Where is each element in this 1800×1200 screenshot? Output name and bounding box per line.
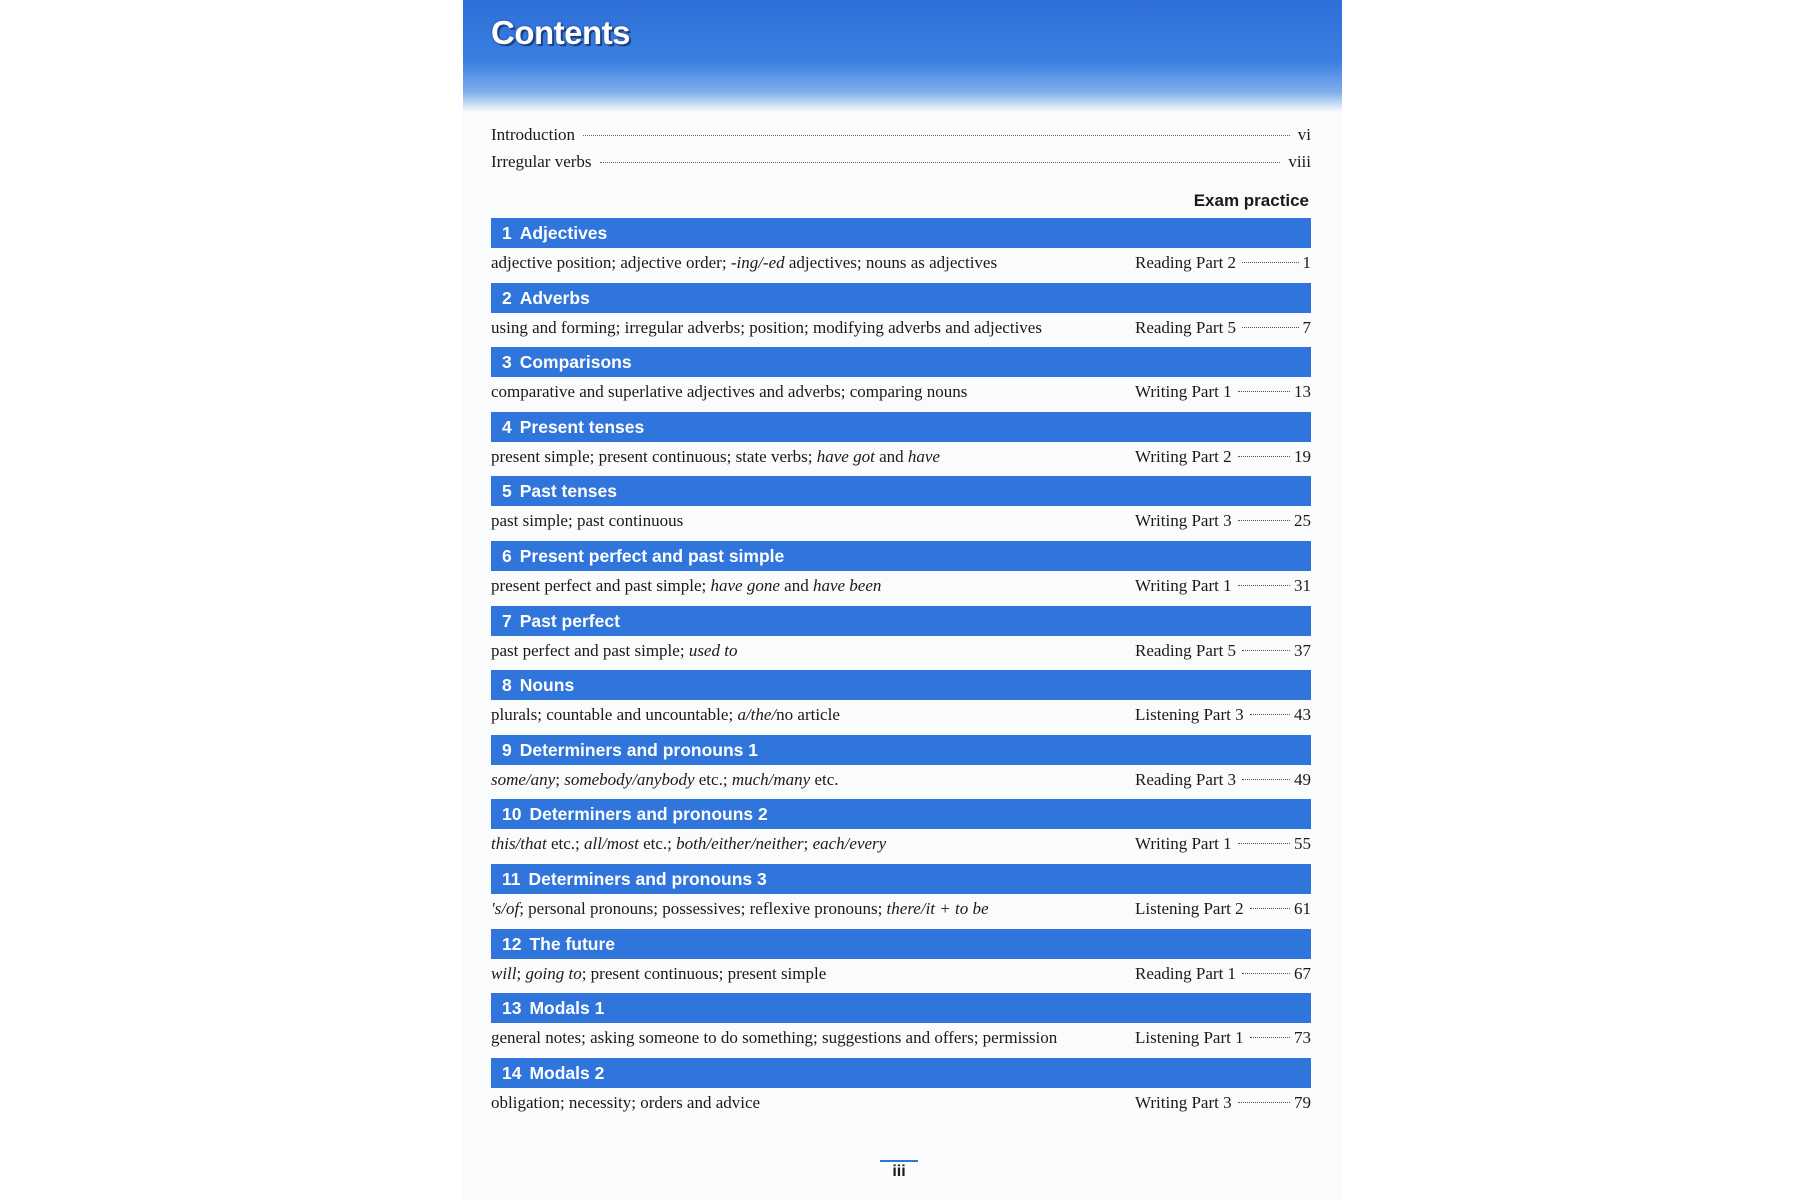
topic-text: no article	[776, 705, 840, 725]
topic-text: some/any	[491, 769, 556, 789]
unit-heading-bar	[491, 476, 1311, 506]
unit-page-number: 55	[1294, 834, 1311, 854]
topic-text: ; personal pronouns; possessives; reflexive pronouns;	[519, 898, 887, 918]
unit-title: Adjectives	[519, 223, 608, 243]
topic-text: and	[874, 446, 908, 466]
topic-text: a/the/	[737, 705, 777, 725]
unit-entry	[491, 1058, 1311, 1123]
unit-entry	[491, 476, 1311, 541]
exam-practice-label: Reading Part 5	[1135, 640, 1237, 660]
unit-detail-row	[491, 1023, 1311, 1053]
topic-text: ; present continuous; present simple	[581, 963, 827, 983]
unit-detail-row	[491, 765, 1311, 795]
unit-detail-row	[491, 636, 1311, 666]
unit-page-number: 25	[1294, 511, 1311, 531]
topic-text: ;	[803, 834, 813, 854]
unit-heading-bar	[491, 799, 1311, 829]
unit-entry	[491, 929, 1311, 994]
topic-text: adjectives; nouns as adjectives	[784, 253, 998, 272]
unit-number: 13	[502, 998, 522, 1019]
topic-text: past perfect and past simple;	[491, 640, 689, 660]
topic-text: etc.;	[546, 834, 585, 854]
exam-practice-ref	[1135, 248, 1311, 278]
unit-topics	[491, 571, 1125, 601]
unit-heading-bar	[491, 283, 1311, 313]
topic-text: adjective position; adjective order;	[491, 253, 731, 272]
exam-practice-label: Listening Part 3	[1135, 705, 1244, 725]
unit-number: 11	[502, 868, 521, 889]
exam-practice-ref	[1135, 442, 1311, 472]
unit-topics	[491, 894, 1125, 924]
exam-practice-label: Writing Part 2	[1135, 446, 1232, 466]
unit-number: 9	[502, 739, 512, 760]
topic-text: comparative and superlative adjectives and adverbs; comparing nouns	[491, 382, 968, 402]
units-list	[491, 218, 1311, 1122]
unit-detail-row	[491, 248, 1311, 278]
exam-practice-ref	[1135, 506, 1311, 536]
topic-text: past simple; past continuous	[491, 511, 684, 531]
unit-topics	[491, 636, 1125, 666]
unit-detail-row	[491, 829, 1311, 859]
topic-text: have been	[812, 575, 882, 595]
unit-title: Determiners and pronouns 2	[529, 804, 768, 825]
topic-text: etc.;	[694, 769, 732, 789]
front-matter-page: viii	[1288, 152, 1311, 171]
unit-detail-row	[491, 442, 1311, 472]
front-matter-item	[491, 152, 1311, 179]
dot-leader	[1238, 1102, 1290, 1103]
topic-text: 's/of	[491, 898, 520, 918]
unit-detail-row	[491, 894, 1311, 924]
dot-leader	[1242, 262, 1298, 263]
front-matter-label: Introduction	[491, 125, 576, 144]
dot-leader	[1242, 650, 1290, 651]
unit-page-number: 73	[1294, 1028, 1311, 1048]
unit-number: 4	[502, 416, 512, 437]
unit-topics	[491, 700, 1125, 730]
topic-text: all/most	[584, 834, 639, 854]
unit-title: Past tenses	[519, 481, 618, 502]
dot-leader	[1242, 327, 1298, 328]
unit-detail-row	[491, 1088, 1311, 1118]
topic-text: will	[491, 963, 517, 983]
book-page	[463, 0, 1342, 1200]
unit-heading-bar	[491, 412, 1311, 442]
dot-leader	[1238, 843, 1290, 844]
exam-practice-ref	[1135, 829, 1311, 859]
unit-title: Determiners and pronouns 1	[519, 739, 758, 760]
dot-leader	[1238, 391, 1290, 392]
exam-practice-label: Writing Part 1	[1135, 382, 1232, 402]
dot-leader	[1242, 973, 1290, 974]
unit-page-number: 61	[1294, 898, 1311, 918]
unit-heading-bar	[491, 606, 1311, 636]
header-band	[463, 0, 1342, 112]
unit-detail-row	[491, 313, 1311, 343]
topic-text: general notes; asking someone to do something; suggestions and offers; permission	[491, 1028, 1058, 1048]
unit-title: Present perfect and past simple	[519, 545, 785, 566]
topic-text: there/it + to be	[886, 898, 989, 918]
unit-number: 14	[502, 1062, 522, 1083]
unit-number: 2	[502, 287, 512, 308]
unit-heading-bar	[491, 993, 1311, 1023]
topic-text: using and forming; irregular adverbs; position; modifying adverbs and adjectives	[491, 317, 1042, 337]
unit-detail-row	[491, 571, 1311, 601]
unit-heading-bar	[491, 670, 1311, 700]
unit-heading-bar	[491, 541, 1311, 571]
topic-text: have got	[816, 446, 875, 466]
topic-text: much/many	[731, 769, 811, 789]
unit-topics	[491, 1023, 1125, 1053]
unit-number: 3	[502, 352, 512, 373]
topic-text: this/that	[491, 834, 547, 854]
topic-text: used to	[688, 640, 738, 660]
topic-text: ;	[516, 963, 526, 983]
unit-heading-bar	[491, 929, 1311, 959]
unit-number: 1	[502, 223, 512, 243]
unit-page-number: 19	[1294, 446, 1311, 466]
unit-detail-row	[491, 959, 1311, 989]
unit-topics	[491, 442, 1125, 472]
page-title: Contents	[491, 14, 630, 51]
front-matter-label: Irregular verbs	[491, 152, 592, 171]
unit-title: The future	[529, 933, 616, 954]
front-matter-list	[491, 125, 1311, 179]
exam-practice-label: Reading Part 1	[1135, 963, 1237, 983]
unit-heading-bar	[491, 218, 1311, 248]
unit-page-number: 37	[1294, 640, 1311, 660]
unit-title: Determiners and pronouns 3	[528, 868, 767, 889]
exam-practice-label: Writing Part 1	[1135, 834, 1232, 854]
front-matter-item	[491, 125, 1311, 152]
unit-topics	[491, 248, 1125, 278]
unit-title: Adverbs	[519, 287, 590, 308]
exam-practice-label: Reading Part 3	[1135, 769, 1237, 789]
unit-entry	[491, 347, 1311, 412]
unit-entry	[491, 735, 1311, 800]
topic-text: -ing/-ed	[730, 253, 785, 272]
exam-practice-ref	[1135, 894, 1311, 924]
exam-practice-label: Writing Part 3	[1135, 1092, 1232, 1112]
exam-practice-label: Reading Part 2	[1135, 253, 1237, 272]
exam-practice-label: Listening Part 1	[1135, 1028, 1244, 1048]
unit-topics	[491, 959, 1125, 989]
unit-detail-row	[491, 506, 1311, 536]
exam-practice-ref	[1135, 636, 1311, 666]
unit-detail-row	[491, 377, 1311, 407]
unit-number: 6	[502, 545, 512, 566]
front-matter-page: vi	[1297, 125, 1311, 144]
unit-entry	[491, 864, 1311, 929]
unit-entry	[491, 670, 1311, 735]
topic-text: going to	[525, 963, 582, 983]
unit-title: Modals 2	[529, 1062, 605, 1083]
unit-heading-bar	[491, 347, 1311, 377]
unit-topics	[491, 1088, 1125, 1118]
topic-text: present perfect and past simple;	[491, 575, 711, 595]
exam-practice-label: Listening Part 2	[1135, 898, 1244, 918]
unit-heading-bar	[491, 864, 1311, 894]
unit-entry	[491, 993, 1311, 1058]
topic-text: have	[907, 446, 940, 466]
topic-text: etc.;	[638, 834, 677, 854]
unit-number: 10	[502, 804, 522, 825]
exam-practice-label: Writing Part 1	[1135, 575, 1232, 595]
unit-entry	[491, 541, 1311, 606]
dot-leader	[583, 135, 1290, 136]
unit-title: Past perfect	[519, 610, 620, 631]
topic-text: ;	[555, 769, 565, 789]
unit-page-number: 31	[1294, 575, 1311, 595]
topic-text: both/either/neither	[676, 834, 804, 854]
unit-page-number: 7	[1302, 317, 1311, 337]
unit-entry	[491, 283, 1311, 348]
exam-practice-label: Writing Part 3	[1135, 511, 1232, 531]
unit-number: 8	[502, 675, 512, 696]
unit-page-number: 43	[1294, 705, 1311, 725]
unit-page-number: 79	[1294, 1092, 1311, 1112]
exam-practice-ref	[1135, 1088, 1311, 1118]
unit-entry	[491, 412, 1311, 477]
dot-leader	[1238, 585, 1290, 586]
topic-text: each/every	[812, 834, 887, 854]
unit-title: Nouns	[519, 675, 575, 696]
unit-number: 7	[502, 610, 512, 631]
unit-topics	[491, 765, 1125, 795]
unit-entry	[491, 218, 1311, 283]
dot-leader	[600, 162, 1281, 163]
unit-topics	[491, 829, 1125, 859]
unit-page-number: 13	[1294, 382, 1311, 402]
dot-leader	[1242, 779, 1290, 780]
unit-heading-bar	[491, 735, 1311, 765]
unit-topics	[491, 377, 1125, 407]
folio-rule	[880, 1160, 918, 1162]
topic-text: have gone	[710, 575, 780, 595]
exam-practice-ref	[1135, 1023, 1311, 1053]
dot-leader	[1250, 1037, 1290, 1038]
unit-topics	[491, 313, 1125, 343]
exam-practice-ref	[1135, 313, 1311, 343]
unit-entry	[491, 799, 1311, 864]
exam-practice-ref	[1135, 377, 1311, 407]
unit-page-number: 67	[1294, 963, 1311, 983]
dot-leader	[1238, 456, 1290, 457]
page-number: iii	[892, 1163, 906, 1180]
topic-text: etc.	[810, 769, 839, 789]
exam-practice-ref	[1135, 765, 1311, 795]
unit-title: Comparisons	[519, 352, 632, 373]
dot-leader	[1250, 714, 1290, 715]
unit-page-number: 49	[1294, 769, 1311, 789]
dot-leader	[1250, 908, 1290, 909]
unit-page-number: 1	[1302, 253, 1311, 272]
topic-text: and	[779, 575, 813, 595]
topic-text: somebody/anybody	[564, 769, 695, 789]
topic-text: present simple; present continuous; state verbs;	[491, 446, 817, 466]
unit-topics	[491, 506, 1125, 536]
unit-detail-row	[491, 700, 1311, 730]
unit-number: 5	[502, 481, 512, 502]
unit-number: 12	[502, 933, 522, 954]
exam-practice-heading: Exam practice	[1193, 191, 1309, 210]
topic-text: obligation; necessity; orders and advice	[491, 1092, 761, 1112]
exam-practice-label: Reading Part 5	[1135, 317, 1237, 337]
topic-text: plurals; countable and uncountable;	[491, 705, 738, 725]
exam-practice-ref	[1135, 571, 1311, 601]
exam-practice-ref	[1135, 700, 1311, 730]
unit-heading-bar	[491, 1058, 1311, 1088]
unit-entry	[491, 606, 1311, 671]
dot-leader	[1238, 520, 1290, 521]
unit-title: Present tenses	[519, 416, 645, 437]
unit-title: Modals 1	[529, 998, 605, 1019]
exam-practice-ref	[1135, 959, 1311, 989]
